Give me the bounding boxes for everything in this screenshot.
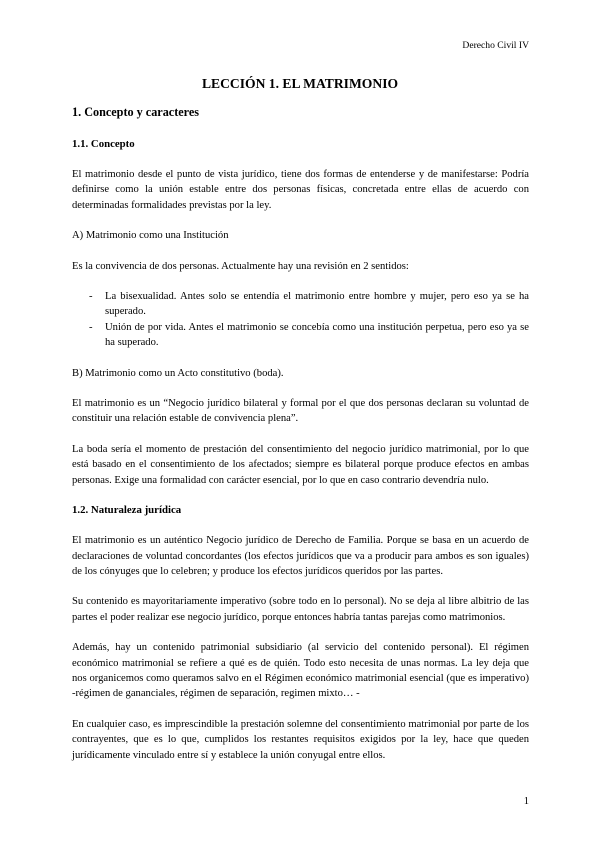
list-bullet: - bbox=[89, 291, 93, 303]
document-body bbox=[72, 104, 529, 778]
list-item bbox=[72, 320, 529, 351]
paragraph: La boda sería el momento de prestación del consentimiento del negocio jurídico matrimonial, por lo que está basado en el consentimiento de los afectados; siempre es bilateral porque produce efectos en ambas personas. Exige una formalidad con carácter esencial, por lo que en caso contrario devendría nulo. bbox=[72, 443, 529, 486]
list-item bbox=[72, 289, 529, 320]
paragraph: En cualquier caso, es imprescindible la prestación solemne del consentimiento matrimonial por parte de los contrayentes, que es lo que, cumplidos los restantes requisitos exigidos por la ley, hace que queden jurídicamente vinculado entre sí y establece la unión conyugal entre ellos. bbox=[72, 718, 529, 761]
lesson-title: LECCIÓN 1. EL MATRIMONIO bbox=[201, 76, 399, 91]
paragraph: Su contenido es mayoritariamente imperativo (sobre todo en lo personal). No se deja al libre albitrio de las partes el poder realizar ese negocio jurídico, porque entonces habría tantas parejas como matrimonios. bbox=[72, 596, 529, 623]
subsection-1-2-heading: 1.2. Naturaleza jurídica bbox=[72, 504, 182, 517]
page-number: 1 bbox=[523, 795, 529, 807]
paragraph: Además, hay un contenido patrimonial subsidiario (al servicio del contenido personal). El régimen económico matrimonial se refiere a qué es de quién. Todo esto necesita de unas normas. La ley deja que nos organicemos como queramos salvo en el Régimen económico matrimonial esencial (que es imperativo) -régimen de gananciales, régimen de separación, regimen mixto… - bbox=[72, 642, 529, 700]
list-bullet: - bbox=[89, 321, 93, 333]
section-1-heading: 1. Concepto y caracteres bbox=[72, 105, 200, 119]
paragraph: El matrimonio desde el punto de vista jurídico, tiene dos formas de entenderse y de manifestarse: Podría definirse como la unión estable entre dos personas físicas, concretada entre ellas de acuerdo con determinadas formalidades previstas por la ley. bbox=[72, 169, 529, 211]
running-header: Derecho Civil IV bbox=[462, 40, 529, 51]
paragraph: El matrimonio es un auténtico Negocio jurídico de Derecho de Familia. Porque se basa en un acuerdo de declaraciones de voluntad concordantes (los efectos jurídicos que va a producir para ambos es son iguales) de los cónyuges que lo celebren; y produce los efectos jurídicos queridos por las partes. bbox=[72, 535, 529, 577]
list-item-text: Unión de por vida. Antes el matrimonio se concebía como una institución perpetua, pero eso ya se ha superado. bbox=[105, 321, 529, 349]
dash-list bbox=[72, 289, 529, 351]
list-item-text: La bisexualidad. Antes solo se entendía el matrimonio entre hombre y mujer, pero eso ya se ha superado. bbox=[105, 291, 529, 318]
subsection-1-1-heading: 1.1. Concepto bbox=[72, 138, 135, 150]
paragraph: B) Matrimonio como un Acto constitutivo (boda). bbox=[72, 367, 284, 379]
paragraph: El matrimonio es un “Negocio jurídico bilateral y formal por el que dos personas declaran su voluntad de constituir una relación estable de convivencia plena”. bbox=[72, 398, 529, 425]
paragraph: A) Matrimonio como una Institución bbox=[72, 230, 229, 242]
paragraph: Es la convivencia de dos personas. Actualmente hay una revisión en 2 sentidos: bbox=[72, 260, 409, 272]
